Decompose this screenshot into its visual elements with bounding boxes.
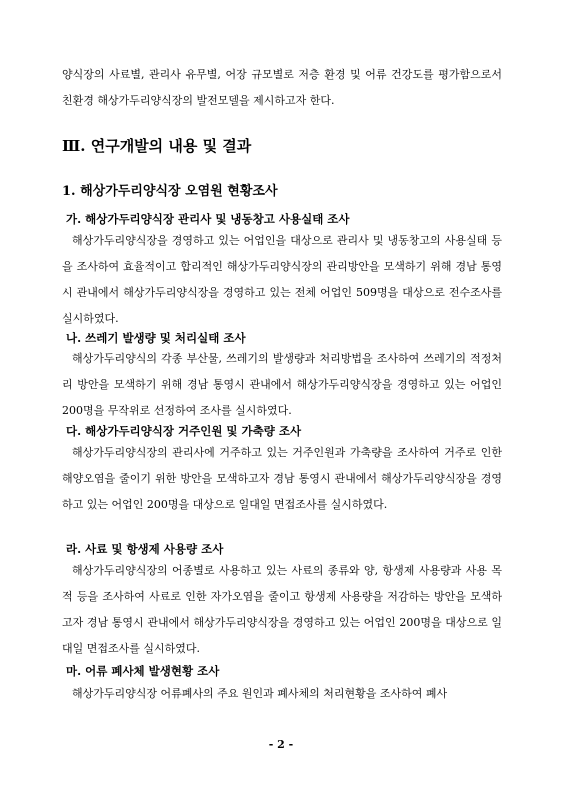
subsection-body-ma: 해상가두리양식장 어류폐사의 주요 원인과 폐사체의 처리현황을 조사하여 폐사 <box>72 687 448 700</box>
page-number: - 2 - <box>268 738 294 751</box>
subsection-title-na: 나. 쓰레기 발생량 및 처리실태 조사 <box>66 331 246 345</box>
subsection-title-ma: 마. 어류 폐사체 발생현황 조사 <box>66 664 220 678</box>
subsection-body-na: 해상가두리양식의 각종 부산물, 쓰레기의 발생량과 처리방법을 조사하여 쓰레기의 적정처리 방안을 모색하기 위해 경남 통영시 관내에서 해상가두리양식장을 경영하고 있는 어업인 200명을 무작위로 선정하여 조사를 실시하였다. <box>62 352 502 417</box>
intro-paragraph: 양식장의 사료별, 관리사 유무별, 어장 규모별로 저층 환경 및 어류 건강도를 평가함으로서 친환경 해상가두리양식장의 발전모델을 제시하고자 한다. <box>62 68 502 107</box>
subsection-body-ra: 해상가두리양식장의 어종별로 사용하고 있는 사료의 종류와 양, 항생제 사용량과 사용 목적 등을 조사하여 사료로 인한 자가오염을 줄이고 항생제 사용량을 저감하는 방안을 모색하고자 경남 통영시 관내에서 해상가두리양식장을 경영하고 있는 어업인 200명을 대상으로 일대일 면접조사를 실시하였다. <box>62 564 502 655</box>
subsection-title-da: 다. 해상가두리양식장 거주인원 및 가축량 조사 <box>66 424 302 438</box>
subsection-body-ma-block <box>62 681 502 707</box>
subsection-body-ga: 해상가두리양식장을 경영하고 있는 어업인을 대상으로 관리사 및 냉동창고의 사용실태 등을 조사하여 효율적이고 합리적인 해상가두리양식장의 관리방안을 모색하기 위해 경남 통영시 관내에서 해상가두리양식장을 경영하고 있는 전체 어업인 509명을 대상으로 전수조사를 실시하였다. <box>62 234 502 325</box>
subsection-body-da: 해상가두리양식장의 관리사에 거주하고 있는 거주인원과 가축량을 조사하여 거주로 인한 해양오염을 줄이기 위한 방안을 모색하고자 경남 통영시 관내에서 해상가두리양식장을 경영하고 있는 어업인 200명을 대상으로 일대일 면접조사를 실시하였다. <box>62 446 502 511</box>
chapter-title: Ⅲ. 연구개발의 내용 및 결과 <box>62 137 252 155</box>
subsection-body-ra-block <box>62 558 502 662</box>
subsection-title-ra: 라. 사료 및 항생제 사용량 조사 <box>66 542 224 556</box>
subsection-body-da-block <box>62 440 502 518</box>
subsection-title-ga: 가. 해상가두리양식장 관리사 및 냉동창고 사용실태 조사 <box>66 212 350 226</box>
subsection-body-ga-block <box>62 228 502 332</box>
subsection-body-na-block <box>62 346 502 424</box>
intro-paragraph-block <box>62 62 502 114</box>
section-title: 1. 해상가두리양식장 오염원 현황조사 <box>62 184 278 199</box>
